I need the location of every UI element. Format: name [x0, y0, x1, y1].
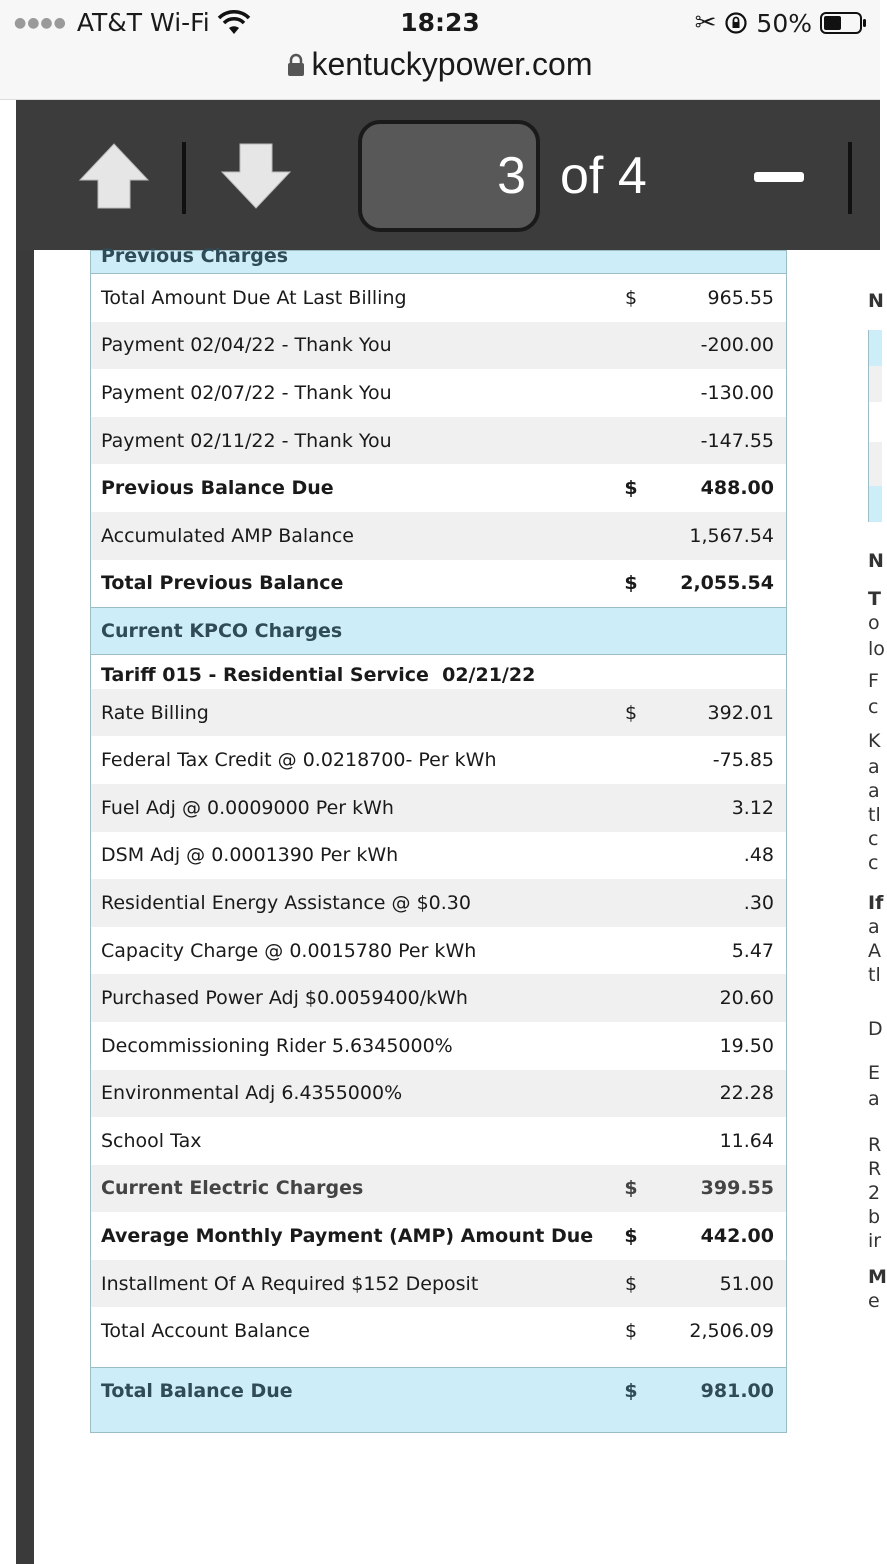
cutoff-text-fragment: c [868, 852, 879, 874]
row-label: Total Previous Balance [101, 572, 344, 595]
toolbar-divider [848, 142, 852, 214]
cutoff-text-fragment: If [868, 892, 884, 914]
cutoff-text-fragment: R [868, 1158, 882, 1180]
row-label: Rate Billing [101, 701, 209, 724]
section-header-label: Previous Charges [101, 245, 289, 267]
row-label: DSM Adj @ 0.0001390 Per kWh [101, 844, 399, 867]
current-page-number[interactable]: 3 [497, 147, 526, 205]
table-row [91, 974, 786, 1022]
row-amount: 51.00 [719, 1272, 774, 1295]
total-currency: $ [624, 1380, 638, 1403]
row-label: Residential Energy Assistance @ $0.30 [101, 891, 471, 914]
url-bar[interactable] [0, 44, 880, 100]
cutoff-table-cell [868, 402, 882, 442]
scissors-icon: ✂ [694, 8, 717, 38]
row-label: Average Monthly Payment (AMP) Amount Due [101, 1225, 594, 1248]
cutoff-text-fragment: o [868, 612, 880, 634]
row-amount: 5.47 [731, 939, 774, 962]
row-currency: $ [624, 572, 638, 595]
table-row [91, 1260, 786, 1308]
total-balance-due-row [91, 1367, 786, 1433]
table-row [91, 560, 786, 608]
status-bar [0, 0, 880, 44]
row-amount: 399.55 [700, 1177, 774, 1200]
zoom-out-button[interactable] [754, 172, 804, 182]
row-amount: -200.00 [700, 334, 774, 357]
cutoff-text-fragment: ir [868, 1230, 882, 1252]
carrier-label: AT&T Wi-Fi [76, 8, 210, 37]
cutoff-text-fragment: tl [868, 804, 881, 826]
toolbar-divider [182, 142, 186, 214]
total-label: Total Balance Due [101, 1380, 293, 1403]
lock-icon [287, 53, 305, 77]
row-amount: .30 [743, 891, 774, 914]
cutoff-table-cell [868, 442, 882, 486]
total-amount: 981.00 [700, 1380, 774, 1403]
cutoff-text-fragment: lo [868, 638, 885, 660]
cutoff-text-fragment: e [868, 1290, 880, 1312]
row-amount: 965.55 [707, 286, 774, 309]
spacer [91, 1355, 786, 1367]
row-label: Fuel Adj @ 0.0009000 Per kWh [101, 796, 394, 819]
cutoff-text-fragment: b [868, 1206, 881, 1228]
orientation-lock-icon [724, 11, 748, 35]
row-label: Capacity Charge @ 0.0015780 Per kWh [101, 939, 477, 962]
row-amount: 392.01 [707, 701, 774, 724]
status-right [695, 8, 868, 38]
row-currency: $ [624, 1225, 638, 1248]
row-label: Payment 02/07/22 - Thank You [101, 381, 392, 404]
row-currency: $ [624, 701, 638, 724]
row-amount: 2,506.09 [689, 1320, 774, 1343]
table-row [91, 927, 786, 975]
previous-charges-rows [91, 274, 786, 607]
row-label: Installment Of A Required $152 Deposit [101, 1272, 479, 1295]
section-header-previous [91, 245, 786, 274]
row-amount: 22.28 [719, 1082, 774, 1105]
row-label: Total Account Balance [101, 1320, 310, 1343]
cutoff-text-fragment: T [868, 588, 881, 610]
cutoff-text-fragment: A [868, 940, 881, 962]
cutoff-text-fragment: a [868, 916, 880, 938]
cutoff-text-fragment: K [868, 730, 881, 752]
table-row [91, 417, 786, 465]
row-amount: -75.85 [712, 749, 774, 772]
tariff-label: Tariff 015 - Residential Service 02/21/22 [101, 663, 536, 686]
table-row [91, 879, 786, 927]
row-label: Payment 02/11/22 - Thank You [101, 429, 392, 452]
cutoff-text-fragment: a [868, 756, 880, 778]
row-amount: 19.50 [719, 1034, 774, 1057]
cutoff-table-cell [868, 330, 882, 366]
row-label: Previous Balance Due [101, 477, 334, 500]
cutoff-text-fragment: tl [868, 964, 881, 986]
current-charges-rows [91, 689, 786, 1355]
row-currency: $ [624, 1272, 638, 1295]
row-currency: $ [624, 477, 638, 500]
row-amount: 2,055.54 [680, 572, 774, 595]
row-currency: $ [624, 1320, 638, 1343]
cutoff-text-fragment: N [868, 550, 884, 572]
bill-table [90, 245, 787, 1433]
row-amount: 442.00 [700, 1225, 774, 1248]
cutoff-text-fragment: D [868, 1018, 883, 1040]
table-row [91, 1165, 786, 1213]
table-row [91, 689, 786, 737]
section-header-current [91, 607, 786, 655]
row-amount: 20.60 [719, 987, 774, 1010]
table-row [91, 322, 786, 370]
url-domain[interactable]: kentuckypower.com [311, 46, 593, 82]
row-label: Current Electric Charges [101, 1177, 364, 1200]
cutoff-text-fragment: c [868, 828, 879, 850]
signal-strength-icon: ●●●● [14, 14, 67, 31]
cutoff-table-cell [868, 366, 882, 402]
row-amount: .48 [743, 844, 774, 867]
row-label: Environmental Adj 6.4355000% [101, 1082, 403, 1105]
cutoff-text-fragment: N [868, 290, 884, 312]
row-amount: 1,567.54 [689, 524, 774, 547]
cutoff-text-fragment: M [868, 1266, 887, 1288]
row-label: Total Amount Due At Last Billing [101, 286, 407, 309]
table-row [91, 369, 786, 417]
row-label: Federal Tax Credit @ 0.0218700- Per kWh [101, 749, 497, 772]
row-label: Accumulated AMP Balance [101, 524, 354, 547]
row-amount: -130.00 [700, 381, 774, 404]
clock: 18:23 [400, 8, 480, 37]
cutoff-text-fragment: c [868, 696, 879, 718]
previous-page-arrow-icon[interactable] [78, 140, 150, 212]
battery-percent: 50% [756, 8, 812, 38]
row-amount: 11.64 [719, 1129, 774, 1152]
table-row [91, 1022, 786, 1070]
cutoff-text-fragment: 2 [868, 1182, 881, 1204]
cutoff-text-fragment: F [868, 670, 879, 692]
table-row [91, 1307, 786, 1355]
table-row [91, 274, 786, 322]
viewer-left-edge [0, 100, 16, 1564]
row-label: Purchased Power Adj $0.0059400/kWh [101, 987, 468, 1010]
table-row [91, 512, 786, 560]
table-row [91, 464, 786, 512]
next-page-arrow-icon[interactable] [220, 140, 292, 212]
row-amount: 3.12 [731, 796, 774, 819]
table-row [91, 832, 786, 880]
table-row [91, 1212, 786, 1260]
page-count-label: of 4 [560, 147, 647, 205]
table-row [91, 1070, 786, 1118]
cutoff-text-fragment: R [868, 1134, 882, 1156]
row-label: School Tax [101, 1129, 202, 1152]
battery-icon [820, 11, 868, 35]
cutoff-text-fragment: a [868, 1088, 880, 1110]
table-row [91, 1117, 786, 1165]
table-row [91, 736, 786, 784]
cutoff-text-fragment: E [868, 1062, 881, 1084]
row-amount: -147.55 [700, 429, 774, 452]
row-label: Decommissioning Rider 5.6345000% [101, 1034, 453, 1057]
section-header-label: Current KPCO Charges [101, 619, 343, 642]
cutoff-table-cell [868, 486, 882, 522]
row-currency: $ [624, 1177, 638, 1200]
row-currency: $ [624, 286, 638, 309]
row-amount: 488.00 [700, 477, 774, 500]
row-label: Payment 02/04/22 - Thank You [101, 334, 392, 357]
table-row [91, 784, 786, 832]
tariff-line [91, 655, 786, 689]
cutoff-text-fragment: a [868, 780, 880, 802]
